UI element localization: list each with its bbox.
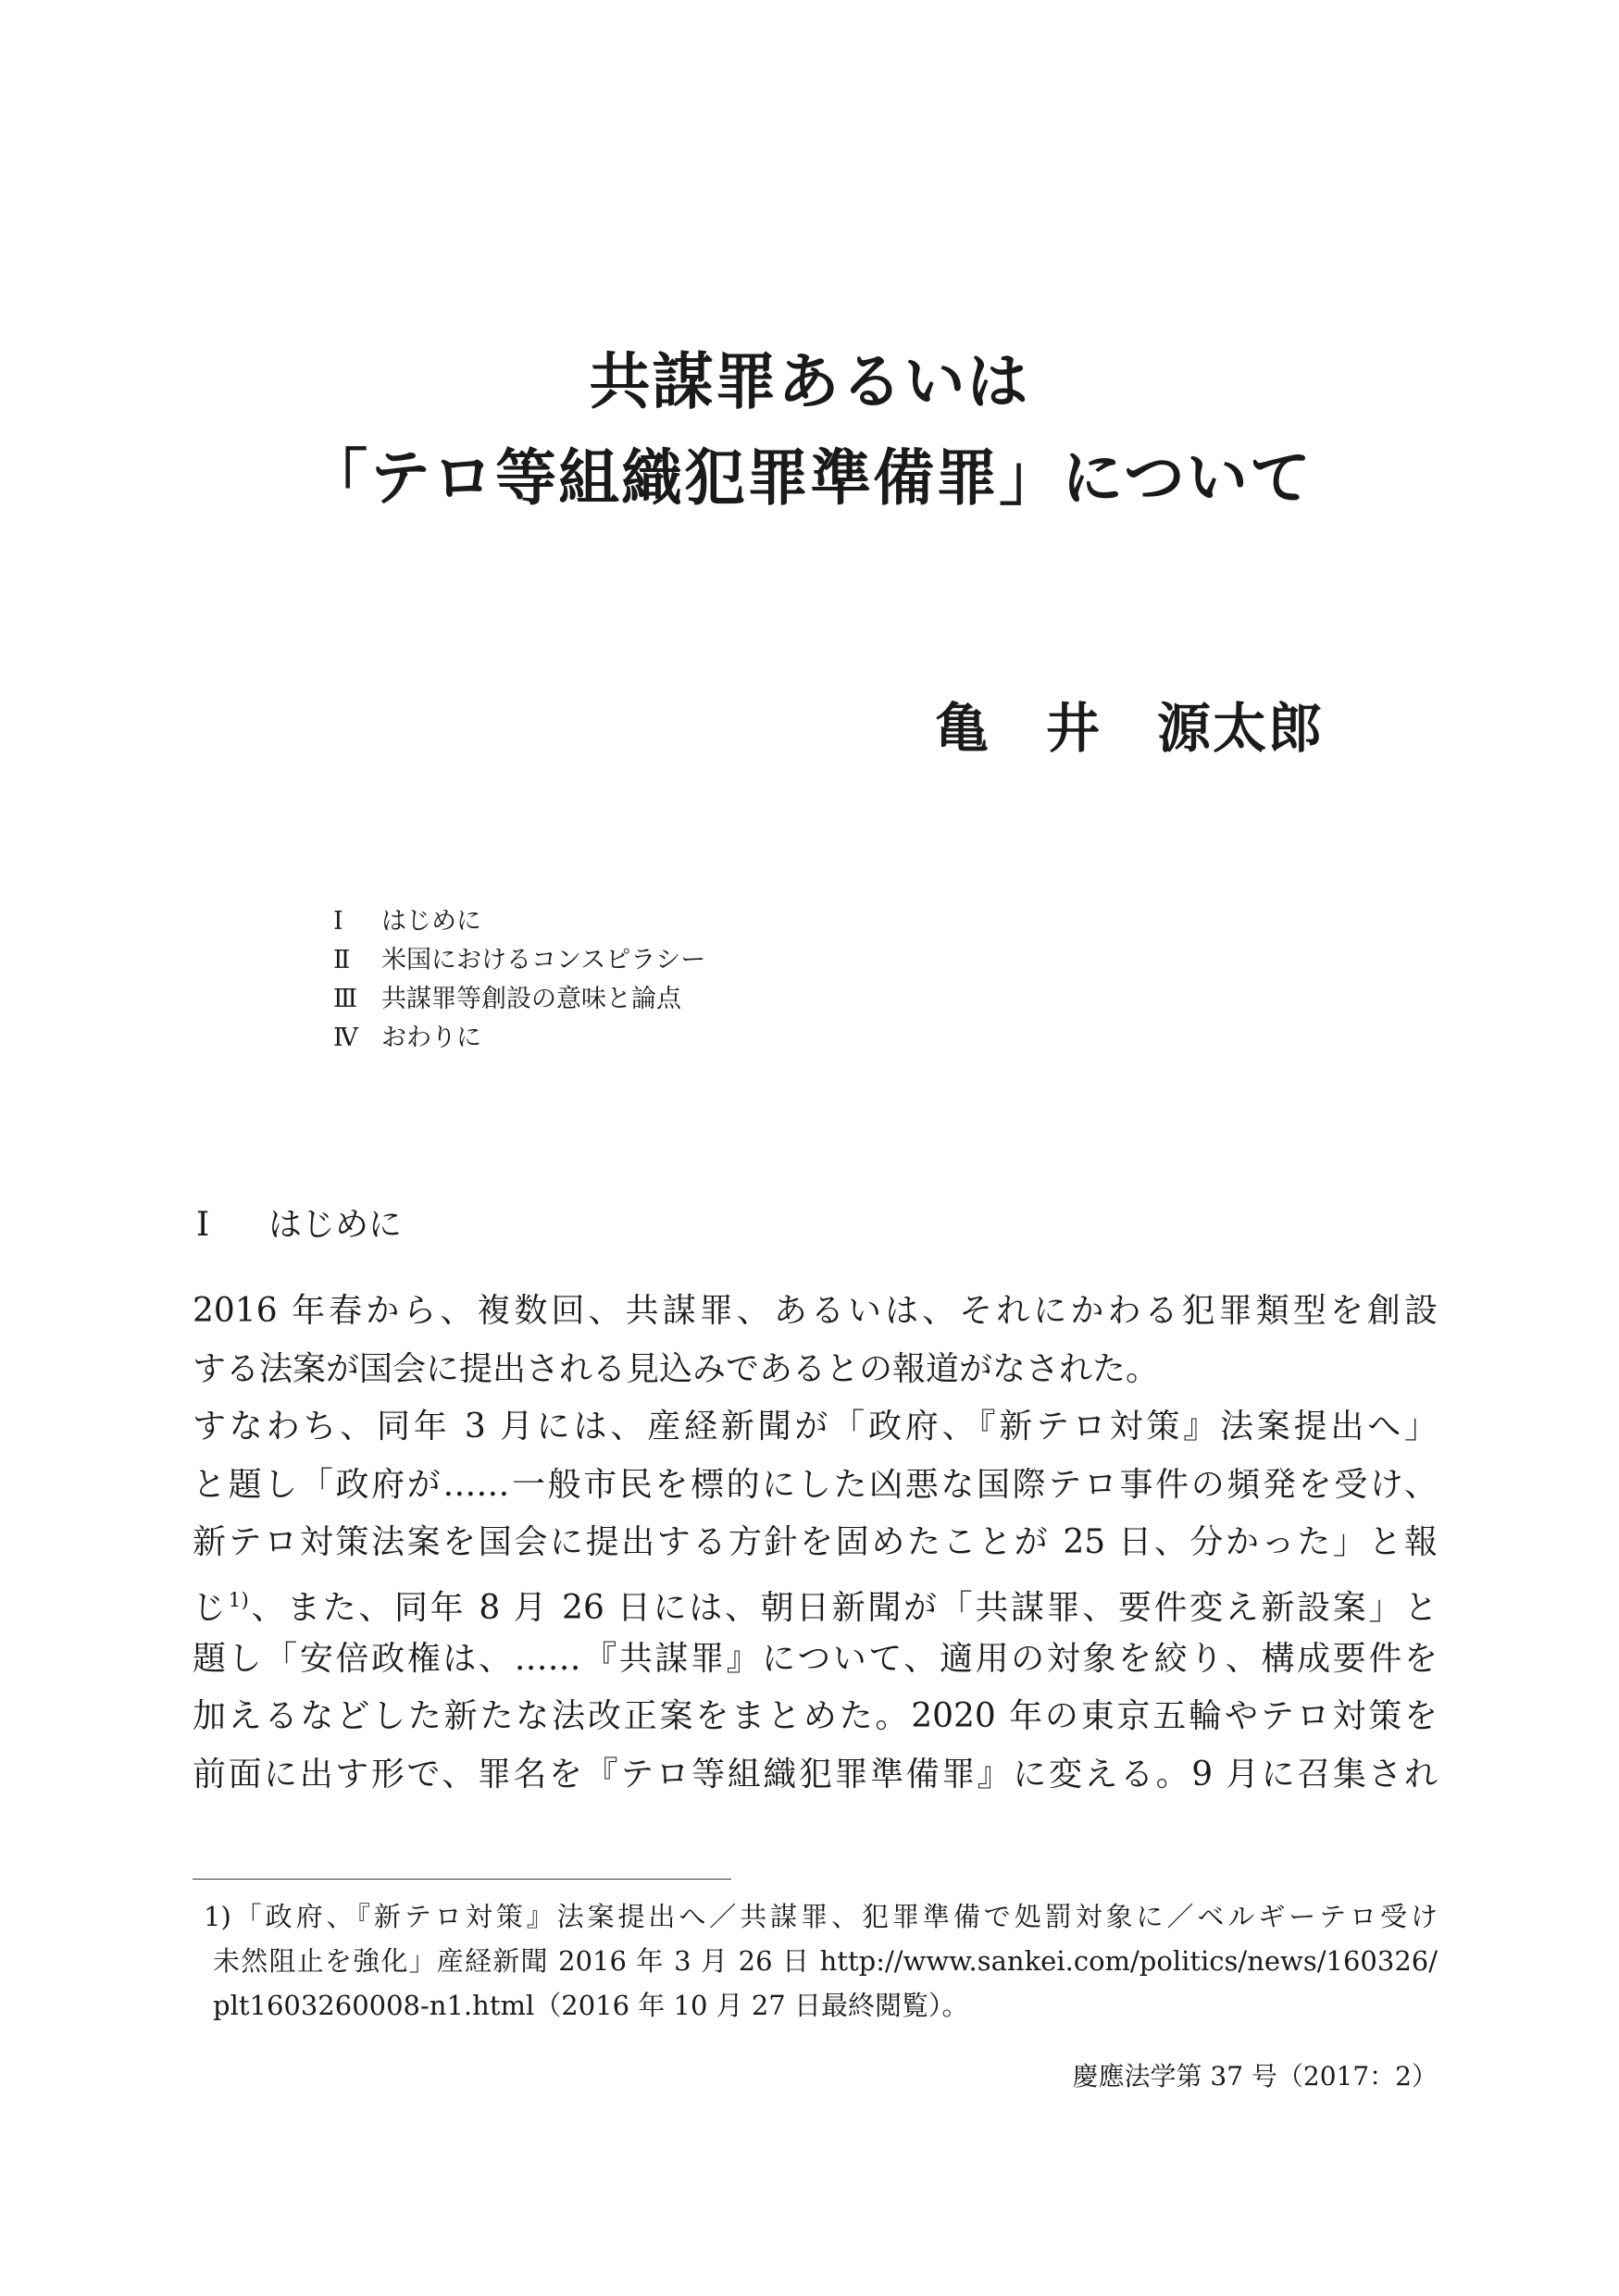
body-line <box>193 1631 1438 1689</box>
title-line-1: 共謀罪あるいは <box>589 345 1030 417</box>
body-line-text: じ <box>193 1588 229 1627</box>
footnote-line: 1)「政府、『新テロ対策』法案提出へ／共謀罪、犯罪準備で処罰対象に／ベルギーテロ受け <box>204 1901 1438 1932</box>
toc-item-number: Ⅰ <box>333 907 343 936</box>
section-number: Ⅰ <box>196 1206 210 1244</box>
body-line-text: 、また、同年 8 月 26 日には、朝日新聞が「共謀罪、要件変え新設案」と <box>248 1588 1438 1627</box>
title-line-2: 「テロ等組織犯罪準備罪」について <box>306 441 1313 514</box>
body-line <box>193 1746 1438 1805</box>
toc-item-label: 米国におけるコンスピラシー <box>381 946 706 974</box>
body-line <box>193 1457 1438 1515</box>
body-line <box>193 1572 1438 1631</box>
toc-item-label: おわりに <box>381 1024 481 1052</box>
toc-item-number: Ⅲ <box>333 985 358 1013</box>
article-title <box>0 333 1619 526</box>
toc-item-number: Ⅱ <box>333 946 351 974</box>
section-title: はじめに <box>268 1206 403 1244</box>
body-line-text: 2016 年春から、複数回、共謀罪、あるいは、それにかわる犯罪類型を創設 <box>193 1292 1438 1330</box>
toc-item-number: Ⅳ <box>333 1024 358 1052</box>
body-line <box>193 1514 1438 1572</box>
body-line-text: と題し「政府が……一般市民を標的にした凶悪な国際テロ事件の頻発を受け、 <box>193 1465 1438 1504</box>
body-line <box>193 1688 1438 1746</box>
body-line <box>193 1341 1438 1399</box>
toc-item-label: 共謀罪等創設の意味と論点 <box>381 985 681 1013</box>
toc-item <box>333 941 705 980</box>
toc-item <box>333 902 705 941</box>
author-name: 亀 井 源太郎 <box>935 697 1325 760</box>
toc-item <box>333 980 705 1019</box>
toc-item-label: はじめに <box>381 907 481 936</box>
body-line-text: 題し「安倍政権は、……『共謀罪』について、適用の対象を絞り、構成要件を <box>193 1639 1438 1678</box>
body-line-text: する法案が国会に提出される見込みであるとの報道がなされた。 <box>193 1349 1160 1388</box>
toc-item <box>333 1019 705 1058</box>
body-line-text: すなわち、同年 3 月には、産経新聞が「政府、『新テロ対策』法案提出へ」 <box>193 1408 1438 1446</box>
footnote-divider <box>193 1879 731 1880</box>
body-line <box>193 1398 1438 1457</box>
section-heading <box>196 1198 402 1246</box>
body-line-text: 新テロ対策法案を国会に提出する方針を固めたことが 25 日、分かった」と報 <box>193 1523 1438 1562</box>
body-text <box>193 1283 1438 1804</box>
footnote-reference[interactable]: 1) <box>228 1588 249 1612</box>
footnote <box>204 1894 1438 2028</box>
footnote-line: plt1603260008-n1.html（2016 年 10 月 27 日最終閲覧）。 <box>213 1990 969 2021</box>
table-of-contents <box>333 902 705 1058</box>
footnote-line: 未然阻止を強化」産経新聞 2016 年 3 月 26 日 http://www.sankei.com/politics/news/160326/ <box>213 1945 1438 1977</box>
body-line <box>193 1283 1438 1341</box>
body-line-text: 加えるなどした新たな法改正案をまとめた。2020 年の東京五輪やテロ対策を <box>193 1697 1438 1736</box>
running-footer: 慶應法学第 37 号（2017：2） <box>1072 2061 1438 2091</box>
body-line-text: 前面に出す形で、罪名を『テロ等組織犯罪準備罪』に変える。9 月に召集され <box>193 1755 1438 1793</box>
